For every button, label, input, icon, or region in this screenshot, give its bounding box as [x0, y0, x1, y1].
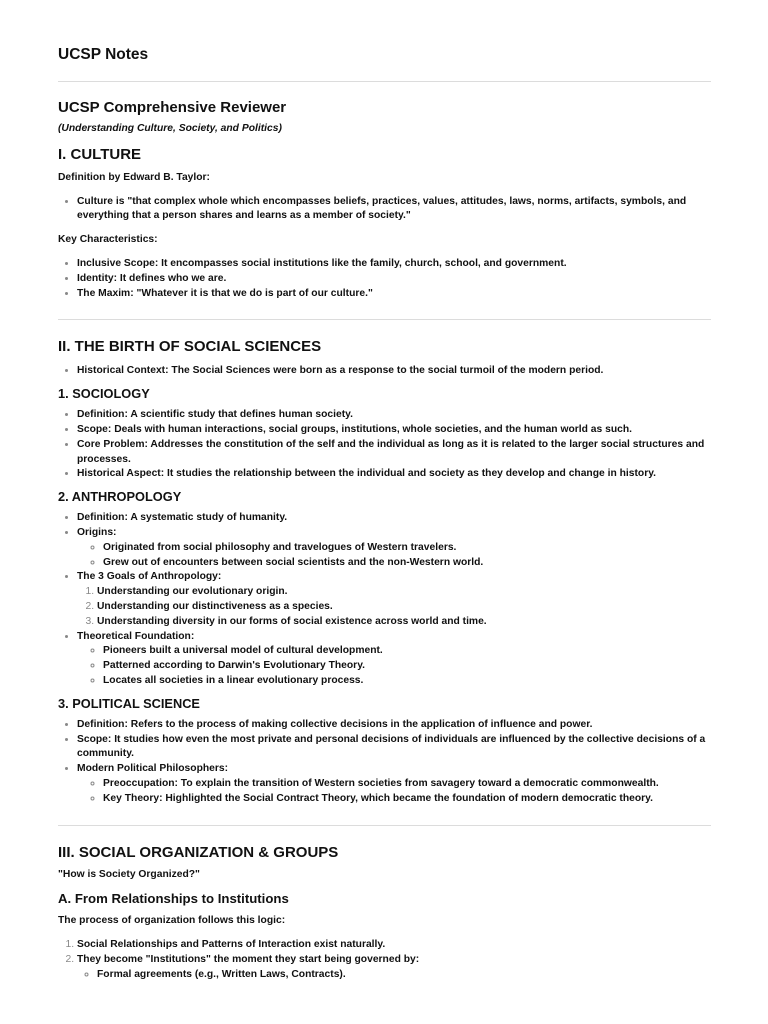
- list-item: • Identity: It defines who we are.: [77, 272, 711, 287]
- political-science-list: [58, 718, 711, 807]
- subsection-heading-political-science: 3. POLITICAL SCIENCE: [58, 695, 200, 711]
- section-heading-birth: II. THE BIRTH OF SOCIAL SCIENCES: [58, 338, 322, 356]
- context-list: [58, 364, 711, 379]
- list-item: • Definition: Refers to the process of making collective decisions in the application of influence and power.: [77, 718, 711, 733]
- organization-steps: [58, 938, 711, 982]
- list-item: ◦ Grew out of encounters between social scientists and the non-Western world.: [103, 556, 711, 571]
- section-divider: [58, 825, 711, 826]
- document-content: [58, 97, 711, 982]
- origins-list: [77, 541, 711, 571]
- header-divider: [58, 81, 711, 82]
- theory-label: Theoretical Foundation:: [77, 630, 195, 642]
- list-item: ◦ Locates all societies in a linear evolutionary process.: [103, 674, 711, 689]
- definition-list: [58, 195, 711, 225]
- list-item: • Inclusive Scope: It encompasses social institutions like the family, church, school, and government.: [77, 257, 711, 272]
- key-characteristics-label: Key Characteristics:: [58, 234, 158, 246]
- doc-title: UCSP Comprehensive Reviewer: [58, 99, 287, 116]
- list-item: [77, 570, 711, 629]
- goals-label: The 3 Goals of Anthropology:: [77, 571, 222, 583]
- list-item: 1. Social Relationships and Patterns of Interaction exist naturally.: [77, 938, 711, 953]
- list-item: ◦ Pioneers built a universal model of cultural development.: [103, 644, 711, 659]
- step2-list: [77, 968, 711, 983]
- section-heading-culture: I. CULTURE: [58, 145, 142, 163]
- list-item: [77, 630, 711, 689]
- step-text: They become "Institutions" the moment they start being governed by:: [77, 953, 420, 965]
- list-item: ◦ Originated from social philosophy and travelogues of Western travelers.: [103, 541, 711, 556]
- list-item: • Core Problem: Addresses the constitution of the self and the individual as long as it is related to the larger social structures and processes.: [77, 438, 711, 468]
- philosophers-list: [77, 777, 711, 807]
- section-heading-organization: III. SOCIAL ORGANIZATION & GROUPS: [58, 843, 339, 861]
- list-item: ◦ Formal agreements (e.g., Written Laws, Contracts).: [97, 968, 711, 983]
- section-divider: [58, 319, 711, 320]
- doc-subtitle: (Understanding Culture, Society, and Politics): [58, 123, 282, 134]
- page-title: UCSP Notes: [58, 46, 149, 63]
- list-item: [77, 953, 711, 983]
- list-item: • Historical Aspect: It studies the relationship between the individual and society as they develop and change in history.: [77, 467, 711, 482]
- subsection-heading-sociology: 1. SOCIOLOGY: [58, 386, 150, 402]
- sociology-list: [58, 408, 711, 482]
- list-item: • The Maxim: "Whatever it is that we do is part of our culture.": [77, 287, 711, 302]
- subsection-heading-anthropology: 2. ANTHROPOLOGY: [58, 489, 182, 505]
- subsection-heading-relationships: A. From Relationships to Institutions: [58, 891, 289, 907]
- goals-list: [77, 585, 711, 629]
- list-item: ◦ Key Theory: Highlighted the Social Contract Theory, which became the foundation of modern democratic theory.: [103, 792, 711, 807]
- logic-label: The process of organization follows this logic:: [58, 915, 286, 927]
- list-item: [77, 526, 711, 570]
- list-item: • Historical Context: The Social Sciences were born as a response to the social turmoil of the modern period.: [77, 364, 711, 379]
- philosophers-label: Modern Political Philosophers:: [77, 763, 229, 775]
- list-item: • Definition: A systematic study of humanity.: [77, 511, 711, 526]
- origins-label: Origins:: [77, 526, 117, 538]
- key-characteristics-list: [58, 257, 711, 301]
- list-item: ◦ Patterned according to Darwin's Evolutionary Theory.: [103, 659, 711, 674]
- list-item: • Definition: A scientific study that defines human society.: [77, 408, 711, 423]
- list-item: • Scope: Deals with human interactions, social groups, institutions, whole societies, and the human world as such.: [77, 423, 711, 438]
- list-item: ◦ Preoccupation: To explain the transition of Western societies from savagery toward a democratic commonwealth.: [103, 777, 711, 792]
- list-item: • Scope: It studies how even the most private and personal decisions of individuals are influenced by the collective decisions of a community.: [77, 733, 711, 763]
- list-item: 3. Understanding diversity in our forms of social existence across world and time.: [97, 615, 711, 630]
- organization-question: "How is Society Organized?": [58, 868, 200, 880]
- anthropology-list: [58, 511, 711, 689]
- list-item: • Culture is "that complex whole which encompasses beliefs, practices, values, attitudes, laws, norms, artifacts, symbols, and everything that a person shares and learns as a member of society.": [77, 195, 711, 225]
- list-item: 2. Understanding our distinctiveness as a species.: [97, 600, 711, 615]
- list-item: 1. Understanding our evolutionary origin.: [97, 585, 711, 600]
- list-item: [77, 762, 711, 806]
- definition-label: Definition by Edward B. Taylor:: [58, 171, 210, 183]
- theory-list: [77, 644, 711, 688]
